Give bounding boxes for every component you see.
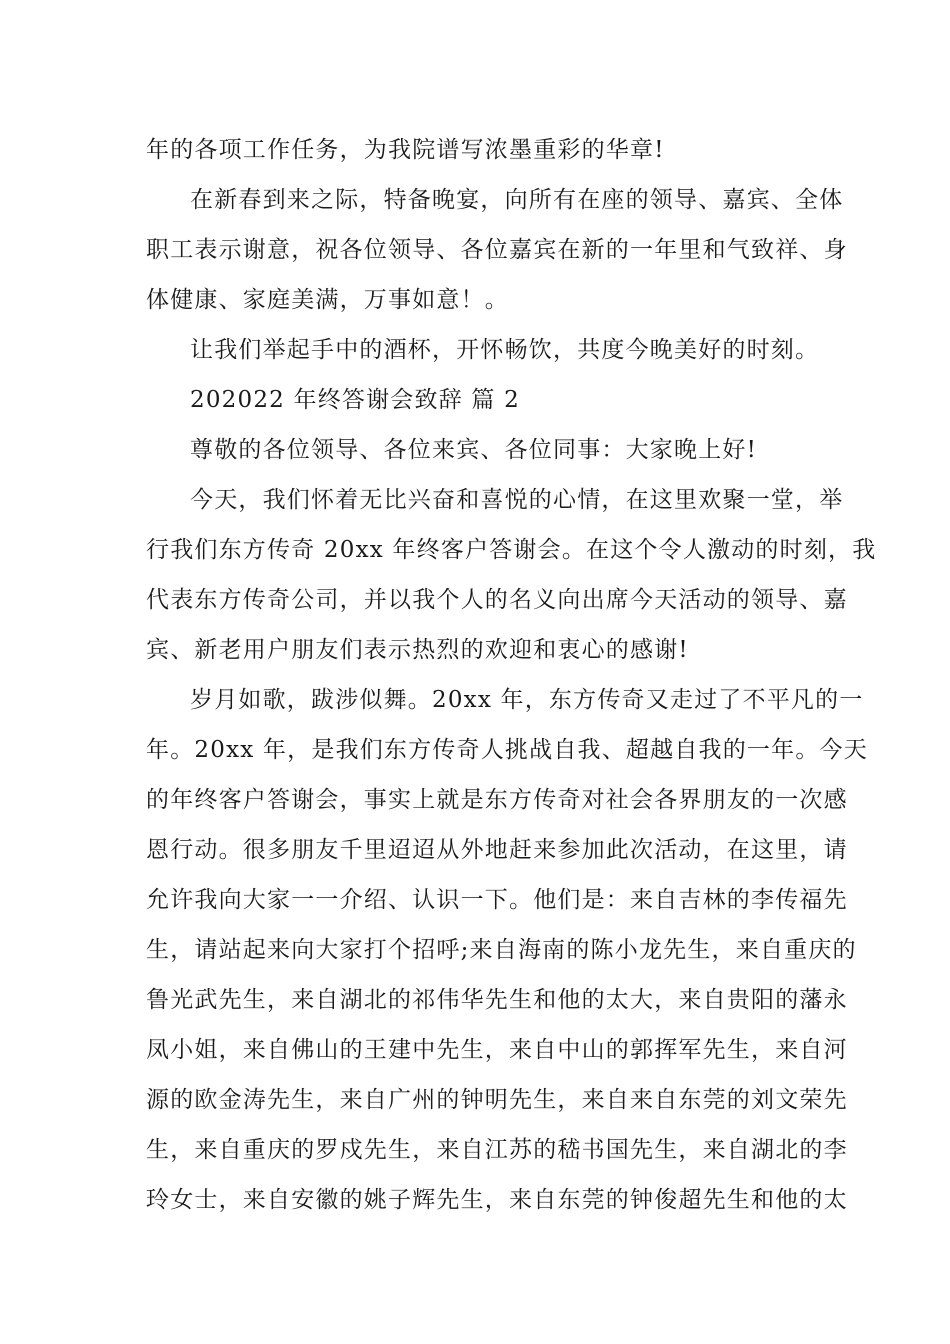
text-line: 生，来自重庆的罗戍先生，来自江苏的嵇书国先生，来自湖北的李 [146,1137,848,1163]
text-line: 让我们举起手中的酒杯，开怀畅饮，共度今晚美好的时刻。 [190,337,820,363]
text-line: 允许我向大家一一介绍、认识一下。他们是：来自吉林的李传福先 [146,887,848,913]
text-line: 职工表示谢意，祝各位领导、各位嘉宾在新的一年里和气致祥、身 [146,237,848,263]
text-line: 代表东方传奇公司，并以我个人的名义向出席今天活动的领导、嘉 [146,587,848,613]
text-line: 体健康、家庭美满，万事如意！。 [146,287,509,313]
text-line: 宾、新老用户朋友们表示热烈的欢迎和衷心的感谢! [146,637,689,663]
text-line: 玲女士，来自安徽的姚子辉先生，来自东莞的钟俊超先生和他的太 [146,1187,848,1213]
text-line: 在新春到来之际，特备晚宴，向所有在座的领导、嘉宾、全体 [190,187,844,213]
text-line: 鲁光武先生，来自湖北的祁伟华先生和他的太大，来自贵阳的藩永 [146,987,848,1013]
text-line: 今天，我们怀着无比兴奋和喜悦的心情，在这里欢聚一堂，举 [190,487,844,513]
text-line: 行我们东方传奇 20xx 年终客户答谢会。在这个令人激动的时刻，我 [146,537,877,563]
text-line: 的年终客户答谢会，事实上就是东方传奇对社会各界朋友的一次感 [146,787,848,813]
text-line: 年。20xx 年，是我们东方传奇人挑战自我、超越自我的一年。今天 [146,737,868,763]
text-line: 岁月如歌，跋涉似舞。20xx 年，东方传奇又走过了不平凡的一 [190,687,864,713]
text-line: 凤小姐，来自佛山的王建中先生，来自中山的郭挥军先生，来自河 [146,1037,848,1063]
text-line: 源的欧金涛先生，来自广州的钟明先生，来自来自东莞的刘文荣先 [146,1087,848,1113]
text-line: 生，请站起来向大家打个招呼;来自海南的陈小龙先生，来自重庆的 [146,937,857,963]
text-line: 年的各项工作任务，为我院谱写浓墨重彩的华章! [146,137,665,163]
text-line: 恩行动。很多朋友千里迢迢从外地赶来参加此次活动，在这里，请 [146,837,848,863]
section-heading: 202022 年终答谢会致辞 篇 2 [190,387,520,413]
text-line: 尊敬的各位领导、各位来宾、各位同事：大家晚上好! [190,437,758,463]
